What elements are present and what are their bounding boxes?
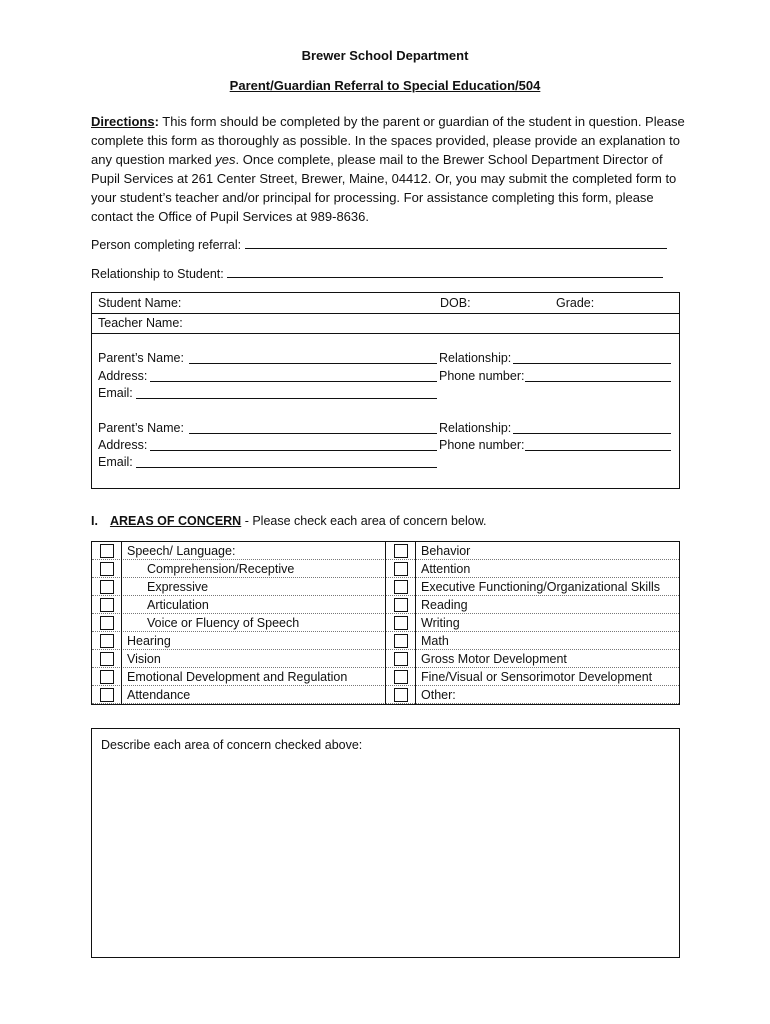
form-title: Brewer School Department — [301, 48, 469, 63]
left-concern-row — [92, 560, 386, 578]
right-concern-label: Fine/Visual or Sensorimotor Development — [421, 670, 653, 684]
left-concern-label: Speech/ Language: — [127, 544, 236, 558]
checkbox[interactable] — [394, 670, 408, 684]
left-concern-label: Voice or Fluency of Speech — [147, 616, 300, 630]
checkbox[interactable] — [100, 670, 114, 684]
checkbox[interactable] — [100, 598, 114, 612]
left-concern-row — [92, 614, 386, 632]
student-name-label: Student Name: — [98, 296, 182, 310]
teacher-row — [92, 313, 679, 334]
right-concern-row — [386, 686, 679, 704]
right-concern-row — [386, 650, 679, 668]
checkbox[interactable] — [100, 634, 114, 648]
left-concern-label: Expressive — [147, 580, 209, 594]
directions-text-2: . Once complete, please mail to the Brewer School Department Director of Pupil Services at 261 Center Street, Brewer, Maine, 04412. Or, you may submit the completed form to your student’s teacher and/or principal for processing. For assistance completing this form, please contact the Office of Pupil Services at 989-8636. — [91, 152, 677, 224]
directions-paragraph: Directions: This form should be completed by the parent or guardian of the student in question. Please complete this form as thoroughly as possible. In the spaces provided, please provide an explanation to any question marked yes. Once complete, please mail to the Brewer School Department Director of Pupil Services at 261 Center Street, Brewer, Maine, 04412. Or, you may submit the completed form to your student’s teacher and/or principal for processing. For assistance completing this form, please contact the Office of Pupil Services at 989-8636. — [91, 114, 685, 224]
right-concern-row — [386, 578, 679, 596]
left-concern-column — [92, 542, 386, 704]
parent1-name-field[interactable] — [189, 351, 437, 364]
checkbox[interactable] — [100, 652, 114, 666]
parent2-name-field[interactable] — [189, 421, 437, 434]
checkbox[interactable] — [394, 634, 408, 648]
parent2-address-label: Address: — [98, 438, 148, 452]
right-concern-label: Reading — [421, 598, 468, 612]
checkbox[interactable] — [100, 562, 114, 576]
person-completing-field[interactable] — [245, 236, 667, 249]
checkbox[interactable] — [394, 652, 408, 666]
parent2-name-label: Parent’s Name: — [98, 421, 184, 435]
section-numeral: I. — [91, 514, 98, 528]
parent2-email-field[interactable] — [136, 455, 437, 468]
right-concern-row — [386, 596, 679, 614]
parent2-relationship-field[interactable] — [513, 421, 671, 434]
right-concern-row — [386, 542, 679, 560]
parent1-address-field[interactable] — [150, 369, 437, 382]
describe-concern-label: Describe each area of concern checked above: — [101, 738, 363, 752]
right-concern-row — [386, 668, 679, 686]
parent1-address-label: Address: — [98, 369, 148, 383]
right-concern-row — [386, 632, 679, 650]
directions-emphasis: yes — [215, 152, 236, 167]
parent1-relationship-label: Relationship: — [439, 351, 512, 365]
left-concern-row — [92, 650, 386, 668]
form-subtitle: Parent/Guardian Referral to Special Education/504 — [229, 78, 541, 93]
parent1-phone-label: Phone number: — [439, 369, 525, 383]
right-concern-row — [386, 614, 679, 632]
left-concern-row — [92, 686, 386, 704]
student-info-box — [91, 292, 680, 489]
dob-label: DOB: — [440, 296, 471, 310]
directions-label: Directions — [91, 114, 155, 129]
parent1-email-field[interactable] — [136, 386, 437, 399]
right-concern-row — [386, 560, 679, 578]
checkbox[interactable] — [394, 562, 408, 576]
person-completing-row — [91, 236, 667, 252]
parent1-phone-field[interactable] — [525, 369, 671, 382]
directions-text-1: This form should be completed by the parent or guardian of the student in question. Please complete this form as thoroughly as possible. In the spaces provided, please provide an explanation to any question marked — [91, 114, 685, 167]
person-completing-label: Person completing referral: — [91, 238, 242, 252]
left-concern-row — [92, 668, 386, 686]
teacher-name-label: Teacher Name: — [98, 316, 183, 330]
left-concern-label: Comprehension/Receptive — [147, 562, 295, 576]
left-concern-row — [92, 632, 386, 650]
checkbox[interactable] — [100, 616, 114, 630]
checkbox[interactable] — [394, 544, 408, 558]
areas-of-concern-label: AREAS OF CONCERN — [109, 514, 242, 528]
parent1-name-label: Parent’s Name: — [98, 351, 184, 365]
parent1-relationship-field[interactable] — [513, 351, 671, 364]
checkbox[interactable] — [394, 580, 408, 594]
right-concern-label: Behavior — [421, 544, 471, 558]
right-concern-column — [386, 542, 679, 704]
right-concern-label: Executive Functioning/Organizational Skills — [421, 580, 661, 594]
right-concern-label: Attention — [421, 562, 471, 576]
checkbox[interactable] — [394, 598, 408, 612]
right-concern-label: Other: — [421, 688, 456, 702]
checkbox[interactable] — [394, 616, 408, 630]
student-row — [92, 293, 679, 314]
left-concern-row — [92, 578, 386, 596]
left-concern-label: Vision — [127, 652, 161, 666]
parent2-relationship-label: Relationship: — [439, 421, 512, 435]
parent2-address-field[interactable] — [150, 438, 437, 451]
parent2-phone-field[interactable] — [525, 438, 671, 451]
left-concern-label: Articulation — [147, 598, 209, 612]
relationship-row — [91, 265, 663, 281]
checkbox[interactable] — [100, 544, 114, 558]
checkbox[interactable] — [100, 688, 114, 702]
checkbox[interactable] — [100, 580, 114, 594]
areas-of-concern-heading — [91, 514, 487, 528]
left-concern-label: Attendance — [127, 688, 191, 702]
describe-concern-box[interactable] — [91, 728, 680, 958]
parent2-phone-label: Phone number: — [439, 438, 525, 452]
right-concern-label: Writing — [421, 616, 460, 630]
relationship-to-student-label: Relationship to Student: — [91, 267, 224, 281]
right-concern-label: Gross Motor Development — [421, 652, 567, 666]
right-concern-label: Math — [421, 634, 449, 648]
relationship-to-student-field[interactable] — [227, 265, 663, 278]
left-concern-row — [92, 542, 386, 560]
left-concern-label: Emotional Development and Regulation — [127, 670, 348, 684]
areas-of-concern-instruction: - Please check each area of concern below. — [241, 514, 487, 528]
concern-checklist — [91, 541, 680, 705]
checkbox[interactable] — [394, 688, 408, 702]
left-concern-label: Hearing — [127, 634, 171, 648]
grade-label: Grade: — [556, 296, 595, 310]
parent1-email-label: Email: — [98, 386, 133, 400]
left-concern-row — [92, 596, 386, 614]
parent2-email-label: Email: — [98, 455, 133, 469]
